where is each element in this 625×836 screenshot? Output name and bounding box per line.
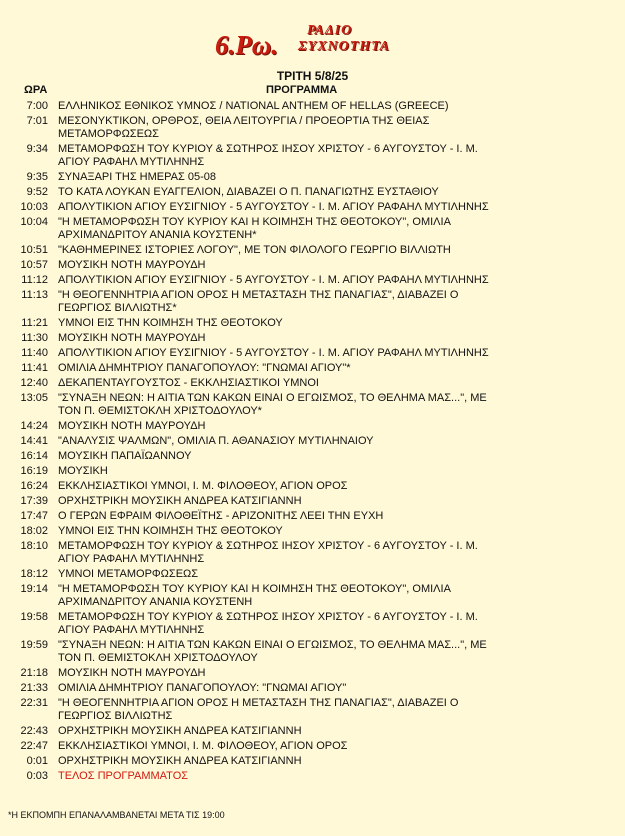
schedule-time: 0:03 bbox=[26, 770, 48, 782]
schedule-title: ΟΡΧΗΣΤΡΙΚΗ ΜΟΥΣΙΚΗ ΑΝΔΡΕΑ ΚΑΤΣΙΓΙΑΝΝΗ bbox=[58, 725, 302, 737]
schedule-time: 11:12 bbox=[21, 274, 48, 286]
schedule-title: ΜΟΥΣΙΚΗ ΝΟΤΗ ΜΑΥΡΟΥΔΗ bbox=[58, 259, 206, 271]
schedule-title: ΜΟΥΣΙΚΗ ΝΟΤΗ ΜΑΥΡΟΥΔΗ bbox=[58, 667, 206, 679]
schedule-row bbox=[0, 450, 625, 465]
schedule-time: 11:40 bbox=[21, 347, 48, 359]
schedule-title: Ο ΓΕΡΩΝ ΕΦΡΑΙΜ ΦΙΛΟΘΕΪΤΗΣ - ΑΡΙΖΟΝΙΤΗΣ ΛΕΕΙ ΤΗΝ ΕΥΧΗ bbox=[58, 510, 384, 522]
schedule-row bbox=[0, 216, 625, 244]
schedule-title: ΟΜΙΛΙΑ ΔΗΜΗΤΡΙΟΥ ΠΑΝΑΓΟΠΟΥΛΟΥ: "ΓΝΩΜΑΙ ΑΓΙΟΥ"* bbox=[58, 362, 351, 374]
schedule-title: "Η ΘΕΟΓΕΝΝΗΤΡΙΑ ΑΓΙΟΝ ΟΡΟΣ Η ΜΕΤΑΣΤΑΣΗ ΤΗΣ ΠΑΝΑΓΙΑΣ", ΔΙΑΒΑΖΕΙ Ο ΓΕΩΡΓΙΟΣ ΒΙΛΛΙΩΤΗΣ bbox=[58, 697, 459, 722]
schedule-row bbox=[0, 639, 625, 667]
schedule-time: 9:35 bbox=[26, 171, 48, 183]
schedule-time: 21:18 bbox=[20, 667, 48, 679]
schedule-row bbox=[0, 725, 625, 740]
schedule-title: ΔΕΚΑΠΕΝΤΑΥΓΟΥΣΤΟΣ - ΕΚΚΛΗΣΙΑΣΤΙΚΟΙ ΥΜΝΟΙ bbox=[58, 377, 319, 389]
schedule-row bbox=[0, 465, 625, 480]
schedule-time: 16:24 bbox=[20, 480, 48, 492]
schedule-title: ΜΕΣΟΝΥΚΤΙΚΟΝ, ΟΡΘΡΟΣ, ΘΕΙΑ ΛΕΙΤΟΥΡΓΙΑ / ΠΡΟΕΟΡΤΙΑ ΤΗΣ ΘΕΙΑΣ ΜΕΤΑΜΟΡΦΩΣΕΩΣ bbox=[58, 115, 430, 140]
schedule-title: ΣΥΝΑΞΑΡΙ ΤΗΣ ΗΜΕΡΑΣ 05-08 bbox=[58, 171, 216, 183]
schedule-title: ΑΠΟΛΥΤΙΚΙΟΝ ΑΓΙΟΥ ΕΥΣΙΓΝΙΟΥ - 5 ΑΥΓΟΥΣΤΟΥ - Ι. Μ. ΑΓΙΟΥ ΡΑΦΑΗΛ ΜΥΤΙΛΗΝΗΣ bbox=[58, 347, 489, 359]
schedule-time: 16:19 bbox=[20, 465, 48, 477]
footnote: *Η ΕΚΠΟΜΠΗ ΕΠΑΝΑΛΑΜΒΑΝΕΤΑΙ ΜΕΤΑ ΤΙΣ 19:00 bbox=[8, 810, 225, 820]
schedule-row bbox=[0, 770, 625, 785]
schedule-time: 18:12 bbox=[20, 568, 48, 580]
schedule-date: ΤΡΙΤΗ 5/8/25 bbox=[276, 69, 349, 83]
schedule-time: 7:01 bbox=[26, 115, 48, 127]
schedule-row bbox=[0, 171, 625, 186]
header-program: ΠΡΟΓΡΑΜΜΑ bbox=[266, 84, 338, 96]
schedule-time: 18:10 bbox=[20, 540, 48, 552]
schedule-row bbox=[0, 697, 625, 725]
schedule-time: 22:43 bbox=[20, 725, 48, 737]
schedule-row bbox=[0, 259, 625, 274]
schedule-time: 11:13 bbox=[21, 289, 48, 301]
schedule-time: 11:41 bbox=[21, 362, 48, 374]
schedule-title: ΤΕΛΟΣ ΠΡΟΓΡΑΜΜΑΤΟΣ bbox=[58, 770, 189, 782]
schedule-row bbox=[0, 495, 625, 510]
schedule-time: 19:59 bbox=[20, 639, 48, 651]
schedule-time: 19:14 bbox=[20, 583, 48, 595]
schedule-row bbox=[0, 347, 625, 362]
schedule-time: 9:34 bbox=[26, 143, 48, 155]
schedule-row bbox=[0, 362, 625, 377]
schedule-row bbox=[0, 143, 625, 171]
schedule-title: ΕΛΛΗΝΙΚΟΣ ΕΘΝΙΚΟΣ ΥΜΝΟΣ / NATIONAL ANTHEM OF HELLAS (GREECE) bbox=[58, 100, 449, 112]
logo-line-radio: ΡΑΔΙΟ bbox=[307, 23, 353, 38]
schedule-row bbox=[0, 525, 625, 540]
schedule-title: ΥΜΝΟΙ ΜΕΤΑΜΟΡΦΩΣΕΩΣ bbox=[58, 568, 199, 580]
schedule-time: 16:14 bbox=[20, 450, 48, 462]
schedule-time: 12:40 bbox=[20, 377, 48, 389]
schedule-time: 9:52 bbox=[26, 186, 48, 198]
schedule-row bbox=[0, 289, 625, 317]
schedule-list bbox=[0, 100, 625, 785]
schedule-title: ΤΟ ΚΑΤΑ ΛΟΥΚΑΝ ΕΥΑΓΓΕΛΙΟΝ, ΔΙΑΒΑΖΕΙ Ο Π. ΠΑΝΑΓΙΩΤΗΣ ΕΥΣΤΑΘΙΟΥ bbox=[58, 186, 439, 198]
schedule-title: ΥΜΝΟΙ ΕΙΣ ΤΗΝ ΚΟΙΜΗΣΗ ΤΗΣ ΘΕΟΤΟΚΟΥ bbox=[58, 525, 283, 537]
schedule-row bbox=[0, 201, 625, 216]
schedule-title: "Η ΘΕΟΓΕΝΝΗΤΡΙΑ ΑΓΙΟΝ ΟΡΟΣ Η ΜΕΤΑΣΤΑΣΗ ΤΗΣ ΠΑΝΑΓΙΑΣ", ΔΙΑΒΑΖΕΙ Ο ΓΕΩΡΓΙΟΣ ΒΙΛΛΙΩΤΗΣ* bbox=[58, 289, 459, 314]
schedule-row bbox=[0, 332, 625, 347]
schedule-title: "ΑΝΑΛΥΣΙΣ ΨΑΛΜΩΝ", ΟΜΙΛΙΑ Π. ΑΘΑΝΑΣΙΟΥ ΜΥΤΙΛΗΝΑΙΟΥ bbox=[58, 435, 374, 447]
schedule-row bbox=[0, 667, 625, 682]
schedule-row bbox=[0, 186, 625, 201]
schedule-time: 11:30 bbox=[21, 332, 48, 344]
schedule-time: 10:03 bbox=[20, 201, 48, 213]
schedule-title: ΜΕΤΑΜΟΡΦΩΣΗ ΤΟΥ ΚΥΡΙΟΥ & ΣΩΤΗΡΟΣ ΙΗΣΟΥ ΧΡΙΣΤΟΥ - 6 ΑΥΓΟΥΣΤΟΥ - Ι. Μ. ΑΓΙΟΥ ΡΑΦΑΗΛ ΜΥΤΙΛΗΝΗΣ bbox=[58, 540, 478, 565]
schedule-title: ΥΜΝΟΙ ΕΙΣ ΤΗΝ ΚΟΙΜΗΣΗ ΤΗΣ ΘΕΟΤΟΚΟΥ bbox=[58, 317, 283, 329]
schedule-time: 19:58 bbox=[20, 611, 48, 623]
schedule-title: ΜΟΥΣΙΚΗ ΝΟΤΗ ΜΑΥΡΟΥΔΗ bbox=[58, 420, 206, 432]
schedule-row bbox=[0, 480, 625, 495]
schedule-time: 22:31 bbox=[20, 697, 48, 709]
schedule-title: "ΚΑΘΗΜΕΡΙΝΕΣ ΙΣΤΟΡΙΕΣ ΛΟΓΟΥ", ΜΕ ΤΟΝ ΦΙΛΟΛΟΓΟ ΓΕΩΡΓΙΟ ΒΙΛΛΙΩΤΗ bbox=[58, 244, 451, 256]
schedule-row bbox=[0, 420, 625, 435]
logo-mark: 6.Ρω. bbox=[215, 30, 279, 60]
schedule-row bbox=[0, 611, 625, 639]
schedule-time: 10:51 bbox=[20, 244, 48, 256]
schedule-time: 10:57 bbox=[20, 259, 48, 271]
schedule-row bbox=[0, 244, 625, 259]
schedule-row bbox=[0, 115, 625, 143]
schedule-title: ΟΡΧΗΣΤΡΙΚΗ ΜΟΥΣΙΚΗ ΑΝΔΡΕΑ ΚΑΤΣΙΓΙΑΝΝΗ bbox=[58, 495, 302, 507]
schedule-title: ΕΚΚΛΗΣΙΑΣΤΙΚΟΙ ΥΜΝΟΙ, Ι. Μ. ΦΙΛΟΘΕΟΥ, ΑΓΙΟΝ ΟΡΟΣ bbox=[58, 740, 348, 752]
schedule-row bbox=[0, 568, 625, 583]
schedule-row bbox=[0, 583, 625, 611]
schedule-row bbox=[0, 274, 625, 289]
schedule-header bbox=[0, 84, 625, 98]
schedule-title: ΜΟΥΣΙΚΗ ΝΟΤΗ ΜΑΥΡΟΥΔΗ bbox=[58, 332, 206, 344]
schedule-title: ΑΠΟΛΥΤΙΚΙΟΝ ΑΓΙΟΥ ΕΥΣΙΓΝΙΟΥ - 5 ΑΥΓΟΥΣΤΟΥ - Ι. Μ. ΑΓΙΟΥ ΡΑΦΑΗΛ ΜΥΤΙΛΗΝΗΣ bbox=[58, 201, 489, 213]
schedule-title: ΜΟΥΣΙΚΗ ΠΑΠΑΪΩΑΝΝΟΥ bbox=[58, 450, 192, 462]
schedule-title: ΜΕΤΑΜΟΡΦΩΣΗ ΤΟΥ ΚΥΡΙΟΥ & ΣΩΤΗΡΟΣ ΙΗΣΟΥ ΧΡΙΣΤΟΥ - 6 ΑΥΓΟΥΣΤΟΥ - Ι. Μ. ΑΓΙΟΥ ΡΑΦΑΗΛ ΜΥΤΙΛΗΝΗΣ bbox=[58, 611, 478, 636]
schedule-row bbox=[0, 540, 625, 568]
schedule-row bbox=[0, 510, 625, 525]
schedule-title: ΕΚΚΛΗΣΙΑΣΤΙΚΟΙ ΥΜΝΟΙ, Ι. Μ. ΦΙΛΟΘΕΟΥ, ΑΓΙΟΝ ΟΡΟΣ bbox=[58, 480, 348, 492]
schedule-title: ΜΕΤΑΜΟΡΦΩΣΗ ΤΟΥ ΚΥΡΙΟΥ & ΣΩΤΗΡΟΣ ΙΗΣΟΥ ΧΡΙΣΤΟΥ - 6 ΑΥΓΟΥΣΤΟΥ - Ι. Μ. ΑΓΙΟΥ ΡΑΦΑΗΛ ΜΥΤΙΛΗΝΗΣ bbox=[58, 143, 478, 168]
schedule-row bbox=[0, 377, 625, 392]
schedule-time: 22:47 bbox=[20, 740, 48, 752]
schedule-row bbox=[0, 100, 625, 115]
schedule-title: ΑΠΟΛΥΤΙΚΙΟΝ ΑΓΙΟΥ ΕΥΣΙΓΝΙΟΥ - 5 ΑΥΓΟΥΣΤΟΥ - Ι. Μ. ΑΓΙΟΥ ΡΑΦΑΗΛ ΜΥΤΙΛΗΝΗΣ bbox=[58, 274, 489, 286]
schedule-time: 17:47 bbox=[20, 510, 48, 522]
schedule-row bbox=[0, 317, 625, 332]
schedule-time: 21:33 bbox=[20, 682, 48, 694]
schedule-time: 10:04 bbox=[20, 216, 48, 228]
schedule-time: 18:02 bbox=[20, 525, 48, 537]
schedule-time: 11:21 bbox=[21, 317, 48, 329]
station-logo bbox=[215, 20, 405, 68]
schedule-title: "Η ΜΕΤΑΜΟΡΦΩΣΗ ΤΟΥ ΚΥΡΙΟΥ ΚΑΙ Η ΚΟΙΜΗΣΗ ΤΗΣ ΘΕΟΤΟΚΟΥ", ΟΜΙΛΙΑ ΑΡΧΙΜΑΝΔΡΙΤΟΥ ΑΝΑΝΙΑ ΚΟΥΣΤΕΝΗ bbox=[58, 583, 451, 608]
schedule-row bbox=[0, 740, 625, 755]
schedule-row bbox=[0, 755, 625, 770]
schedule-title: "Η ΜΕΤΑΜΟΡΦΩΣΗ ΤΟΥ ΚΥΡΙΟΥ ΚΑΙ Η ΚΟΙΜΗΣΗ ΤΗΣ ΘΕΟΤΟΚΟΥ", ΟΜΙΛΙΑ ΑΡΧΙΜΑΝΔΡΙΤΟΥ ΑΝΑΝΙΑ ΚΟΥΣΤΕΝΗ* bbox=[58, 216, 451, 241]
schedule-time: 14:24 bbox=[20, 420, 48, 432]
schedule-title: "ΣΥΝΑΞΗ ΝΕΩΝ: Η ΑΙΤΙΑ ΤΩΝ ΚΑΚΩΝ ΕΙΝΑΙ Ο ΕΓΩΙΣΜΟΣ, ΤΟ ΘΕΛΗΜΑ ΜΑΣ...", ΜΕ ΤΟΝ Π. ΘΕΜΙΣΤΟΚΛΗ ΧΡΙΣΤΟΔΟΥΛΟΥ bbox=[58, 639, 487, 664]
schedule-time: 17:39 bbox=[20, 495, 48, 507]
schedule-title: ΟΜΙΛΙΑ ΔΗΜΗΤΡΙΟΥ ΠΑΝΑΓΟΠΟΥΛΟΥ: "ΓΝΩΜΑΙ ΑΓΙΟΥ" bbox=[58, 682, 347, 694]
schedule-time: 14:41 bbox=[20, 435, 48, 447]
schedule-time: 0:01 bbox=[26, 755, 48, 767]
schedule-title: ΟΡΧΗΣΤΡΙΚΗ ΜΟΥΣΙΚΗ ΑΝΔΡΕΑ ΚΑΤΣΙΓΙΑΝΝΗ bbox=[58, 755, 302, 767]
schedule-time: 7:00 bbox=[26, 100, 48, 112]
schedule-row bbox=[0, 682, 625, 697]
logo-line-frequency: ΣΥΧΝΟΤΗΤΑ bbox=[298, 39, 391, 54]
schedule-time: 13:05 bbox=[20, 392, 48, 404]
schedule-title: "ΣΥΝΑΞΗ ΝΕΩΝ: Η ΑΙΤΙΑ ΤΩΝ ΚΑΚΩΝ ΕΙΝΑΙ Ο ΕΓΩΙΣΜΟΣ, ΤΟ ΘΕΛΗΜΑ ΜΑΣ...", ΜΕ ΤΟΝ Π. ΘΕΜΙΣΤΟΚΛΗ ΧΡΙΣΤΟΔΟΥΛΟΥ* bbox=[58, 392, 487, 417]
header-time: ΩΡΑ bbox=[24, 84, 48, 96]
schedule-row bbox=[0, 392, 625, 420]
schedule-title: ΜΟΥΣΙΚΗ bbox=[58, 465, 108, 477]
schedule-row bbox=[0, 435, 625, 450]
